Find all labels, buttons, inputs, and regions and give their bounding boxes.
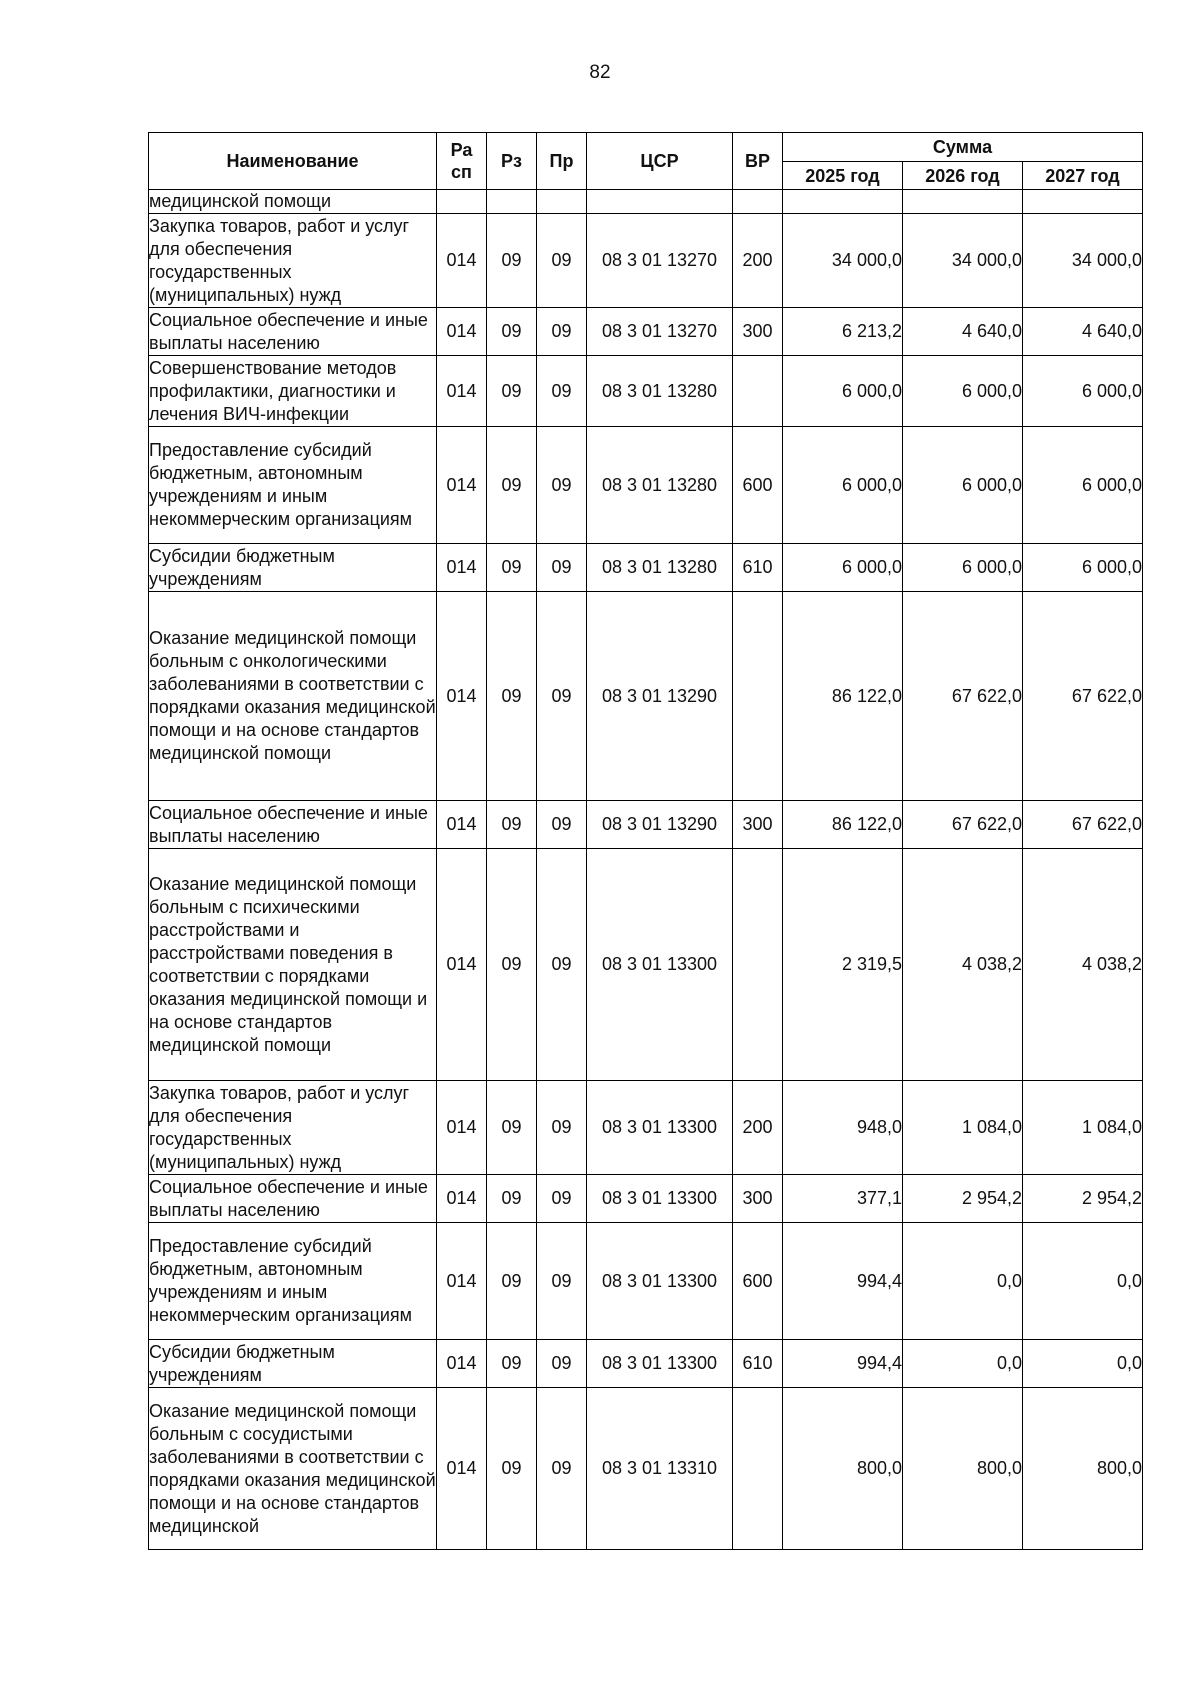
cell-2025: 948,0 bbox=[783, 1081, 903, 1175]
cell-rz: 09 bbox=[487, 849, 537, 1081]
cell-rasp: 014 bbox=[437, 214, 487, 308]
cell-vr: 610 bbox=[733, 1340, 783, 1388]
cell-2025: 994,4 bbox=[783, 1340, 903, 1388]
cell-pr: 09 bbox=[537, 427, 587, 544]
cell-name: Субсидии бюджетным учреждениям bbox=[149, 1340, 437, 1388]
cell-2027: 6 000,0 bbox=[1023, 356, 1143, 427]
table-row bbox=[149, 544, 1143, 592]
cell-vr: 610 bbox=[733, 544, 783, 592]
header-rasp-line2: сп bbox=[451, 162, 472, 182]
cell-pr: 09 bbox=[537, 214, 587, 308]
cell-2027: 4 038,2 bbox=[1023, 849, 1143, 1081]
cell-2026: 1 084,0 bbox=[903, 1081, 1023, 1175]
cell-pr: 09 bbox=[537, 308, 587, 356]
table-row bbox=[149, 1340, 1143, 1388]
cell-rz: 09 bbox=[487, 1340, 537, 1388]
cell-rasp: 014 bbox=[437, 801, 487, 849]
table-row bbox=[149, 849, 1143, 1081]
cell-2026: 67 622,0 bbox=[903, 592, 1023, 801]
cell-2025: 994,4 bbox=[783, 1223, 903, 1340]
cell-pr: 09 bbox=[537, 849, 587, 1081]
cell-2026: 67 622,0 bbox=[903, 801, 1023, 849]
budget-table bbox=[148, 132, 1143, 1550]
cell-2025: 6 000,0 bbox=[783, 544, 903, 592]
cell-2025: 34 000,0 bbox=[783, 214, 903, 308]
cell-rasp: 014 bbox=[437, 1175, 487, 1223]
table-body bbox=[149, 190, 1143, 1550]
cell-2025: 6 000,0 bbox=[783, 427, 903, 544]
cell-csr: 08 3 01 13290 bbox=[587, 592, 733, 801]
cell-vr: 200 bbox=[733, 1081, 783, 1175]
cell-rasp: 014 bbox=[437, 308, 487, 356]
cell-2025: 377,1 bbox=[783, 1175, 903, 1223]
cell-rasp: 014 bbox=[437, 1388, 487, 1550]
cell-2027: 1 084,0 bbox=[1023, 1081, 1143, 1175]
cell-pr bbox=[537, 190, 587, 214]
cell-rasp: 014 bbox=[437, 356, 487, 427]
cell-rasp: 014 bbox=[437, 849, 487, 1081]
cell-2026: 4 640,0 bbox=[903, 308, 1023, 356]
cell-vr bbox=[733, 592, 783, 801]
cell-2026: 2 954,2 bbox=[903, 1175, 1023, 1223]
cell-pr: 09 bbox=[537, 592, 587, 801]
cell-csr: 08 3 01 13280 bbox=[587, 356, 733, 427]
cell-pr: 09 bbox=[537, 1223, 587, 1340]
table-row bbox=[149, 592, 1143, 801]
cell-csr bbox=[587, 190, 733, 214]
cell-rasp: 014 bbox=[437, 544, 487, 592]
header-rz: Рз bbox=[487, 133, 537, 190]
cell-csr: 08 3 01 13300 bbox=[587, 849, 733, 1081]
cell-2026: 6 000,0 bbox=[903, 544, 1023, 592]
cell-2027: 67 622,0 bbox=[1023, 801, 1143, 849]
header-csr: ЦСР bbox=[587, 133, 733, 190]
cell-csr: 08 3 01 13280 bbox=[587, 544, 733, 592]
cell-rasp: 014 bbox=[437, 592, 487, 801]
header-year-2027: 2027 год bbox=[1023, 162, 1143, 190]
cell-vr: 300 bbox=[733, 1175, 783, 1223]
cell-csr: 08 3 01 13310 bbox=[587, 1388, 733, 1550]
table-row bbox=[149, 1223, 1143, 1340]
page-number: 82 bbox=[589, 62, 611, 83]
table-row bbox=[149, 356, 1143, 427]
cell-name: Оказание медицинской помощи больным с психическими расстройствами и расстройствами поведения в соответствии с порядками оказания медицинской помощи и на основе стандартов медицинской помощи bbox=[149, 849, 437, 1081]
cell-vr: 300 bbox=[733, 801, 783, 849]
cell-pr: 09 bbox=[537, 1388, 587, 1550]
cell-rasp: 014 bbox=[437, 1223, 487, 1340]
cell-2025: 6 000,0 bbox=[783, 356, 903, 427]
cell-name: медицинской помощи bbox=[149, 190, 437, 214]
cell-2027: 67 622,0 bbox=[1023, 592, 1143, 801]
cell-csr: 08 3 01 13290 bbox=[587, 801, 733, 849]
cell-vr: 600 bbox=[733, 427, 783, 544]
cell-csr: 08 3 01 13300 bbox=[587, 1223, 733, 1340]
cell-2025 bbox=[783, 190, 903, 214]
cell-rz: 09 bbox=[487, 356, 537, 427]
cell-2027: 800,0 bbox=[1023, 1388, 1143, 1550]
header-year-2025: 2025 год bbox=[783, 162, 903, 190]
cell-vr: 200 bbox=[733, 214, 783, 308]
cell-rz: 09 bbox=[487, 308, 537, 356]
header-pr: Пр bbox=[537, 133, 587, 190]
cell-csr: 08 3 01 13280 bbox=[587, 427, 733, 544]
cell-pr: 09 bbox=[537, 1340, 587, 1388]
cell-2027: 4 640,0 bbox=[1023, 308, 1143, 356]
cell-vr bbox=[733, 849, 783, 1081]
cell-2026: 0,0 bbox=[903, 1223, 1023, 1340]
cell-vr bbox=[733, 1388, 783, 1550]
cell-rasp: 014 bbox=[437, 427, 487, 544]
cell-pr: 09 bbox=[537, 356, 587, 427]
cell-2027: 6 000,0 bbox=[1023, 544, 1143, 592]
table-row bbox=[149, 1388, 1143, 1550]
cell-2027: 6 000,0 bbox=[1023, 427, 1143, 544]
cell-2026: 800,0 bbox=[903, 1388, 1023, 1550]
header-year-2026: 2026 год bbox=[903, 162, 1023, 190]
cell-2026 bbox=[903, 190, 1023, 214]
cell-2026: 34 000,0 bbox=[903, 214, 1023, 308]
cell-rz: 09 bbox=[487, 427, 537, 544]
cell-rz bbox=[487, 190, 537, 214]
cell-name: Закупка товаров, работ и услуг для обеспечения государственных (муниципальных) нужд bbox=[149, 214, 437, 308]
cell-2025: 800,0 bbox=[783, 1388, 903, 1550]
cell-2025: 86 122,0 bbox=[783, 801, 903, 849]
cell-2027 bbox=[1023, 190, 1143, 214]
table-row bbox=[149, 801, 1143, 849]
cell-rz: 09 bbox=[487, 1388, 537, 1550]
table-row bbox=[149, 214, 1143, 308]
cell-name: Социальное обеспечение и иные выплаты населению bbox=[149, 308, 437, 356]
cell-rz: 09 bbox=[487, 592, 537, 801]
header-rasp bbox=[437, 133, 487, 190]
cell-2025: 6 213,2 bbox=[783, 308, 903, 356]
cell-rz: 09 bbox=[487, 214, 537, 308]
cell-2027: 2 954,2 bbox=[1023, 1175, 1143, 1223]
cell-name: Совершенствование методов профилактики, диагностики и лечения ВИЧ-инфекции bbox=[149, 356, 437, 427]
cell-rasp: 014 bbox=[437, 1081, 487, 1175]
cell-2026: 0,0 bbox=[903, 1340, 1023, 1388]
cell-csr: 08 3 01 13300 bbox=[587, 1340, 733, 1388]
header-rasp-line1: Ра bbox=[450, 140, 473, 160]
cell-vr: 300 bbox=[733, 308, 783, 356]
table-row bbox=[149, 190, 1143, 214]
table-header bbox=[149, 133, 1143, 190]
header-vr: ВР bbox=[733, 133, 783, 190]
header-sum: Сумма bbox=[783, 133, 1143, 162]
table-row bbox=[149, 1081, 1143, 1175]
cell-name: Субсидии бюджетным учреждениям bbox=[149, 544, 437, 592]
cell-2025: 86 122,0 bbox=[783, 592, 903, 801]
cell-vr: 600 bbox=[733, 1223, 783, 1340]
cell-vr bbox=[733, 356, 783, 427]
cell-csr: 08 3 01 13300 bbox=[587, 1081, 733, 1175]
table-row bbox=[149, 1175, 1143, 1223]
cell-rz: 09 bbox=[487, 1081, 537, 1175]
cell-2026: 6 000,0 bbox=[903, 427, 1023, 544]
cell-csr: 08 3 01 13270 bbox=[587, 214, 733, 308]
cell-vr bbox=[733, 190, 783, 214]
cell-name: Оказание медицинской помощи больным с онкологическими заболеваниями в соответствии с порядками оказания медицинской помощи и на основе стандартов медицинской помощи bbox=[149, 592, 437, 801]
cell-rasp bbox=[437, 190, 487, 214]
cell-pr: 09 bbox=[537, 1081, 587, 1175]
cell-rz: 09 bbox=[487, 1223, 537, 1340]
cell-rz: 09 bbox=[487, 801, 537, 849]
cell-2026: 6 000,0 bbox=[903, 356, 1023, 427]
cell-2027: 0,0 bbox=[1023, 1340, 1143, 1388]
cell-pr: 09 bbox=[537, 801, 587, 849]
cell-name: Предоставление субсидий бюджетным, автономным учреждениям и иным некоммерческим организациям bbox=[149, 1223, 437, 1340]
cell-2027: 34 000,0 bbox=[1023, 214, 1143, 308]
table-row bbox=[149, 427, 1143, 544]
cell-2026: 4 038,2 bbox=[903, 849, 1023, 1081]
cell-pr: 09 bbox=[537, 1175, 587, 1223]
table-row bbox=[149, 308, 1143, 356]
cell-rz: 09 bbox=[487, 544, 537, 592]
cell-2027: 0,0 bbox=[1023, 1223, 1143, 1340]
cell-name: Оказание медицинской помощи больным с сосудистыми заболеваниями в соответствии с порядками оказания медицинской помощи и на основе стандартов медицинской bbox=[149, 1388, 437, 1550]
cell-name: Социальное обеспечение и иные выплаты населению bbox=[149, 801, 437, 849]
cell-name: Социальное обеспечение и иные выплаты населению bbox=[149, 1175, 437, 1223]
cell-name: Предоставление субсидий бюджетным, автономным учреждениям и иным некоммерческим организациям bbox=[149, 427, 437, 544]
cell-name: Закупка товаров, работ и услуг для обеспечения государственных (муниципальных) нужд bbox=[149, 1081, 437, 1175]
cell-2025: 2 319,5 bbox=[783, 849, 903, 1081]
cell-csr: 08 3 01 13270 bbox=[587, 308, 733, 356]
cell-rz: 09 bbox=[487, 1175, 537, 1223]
cell-csr: 08 3 01 13300 bbox=[587, 1175, 733, 1223]
header-name: Наименование bbox=[149, 133, 437, 190]
cell-pr: 09 bbox=[537, 544, 587, 592]
cell-rasp: 014 bbox=[437, 1340, 487, 1388]
